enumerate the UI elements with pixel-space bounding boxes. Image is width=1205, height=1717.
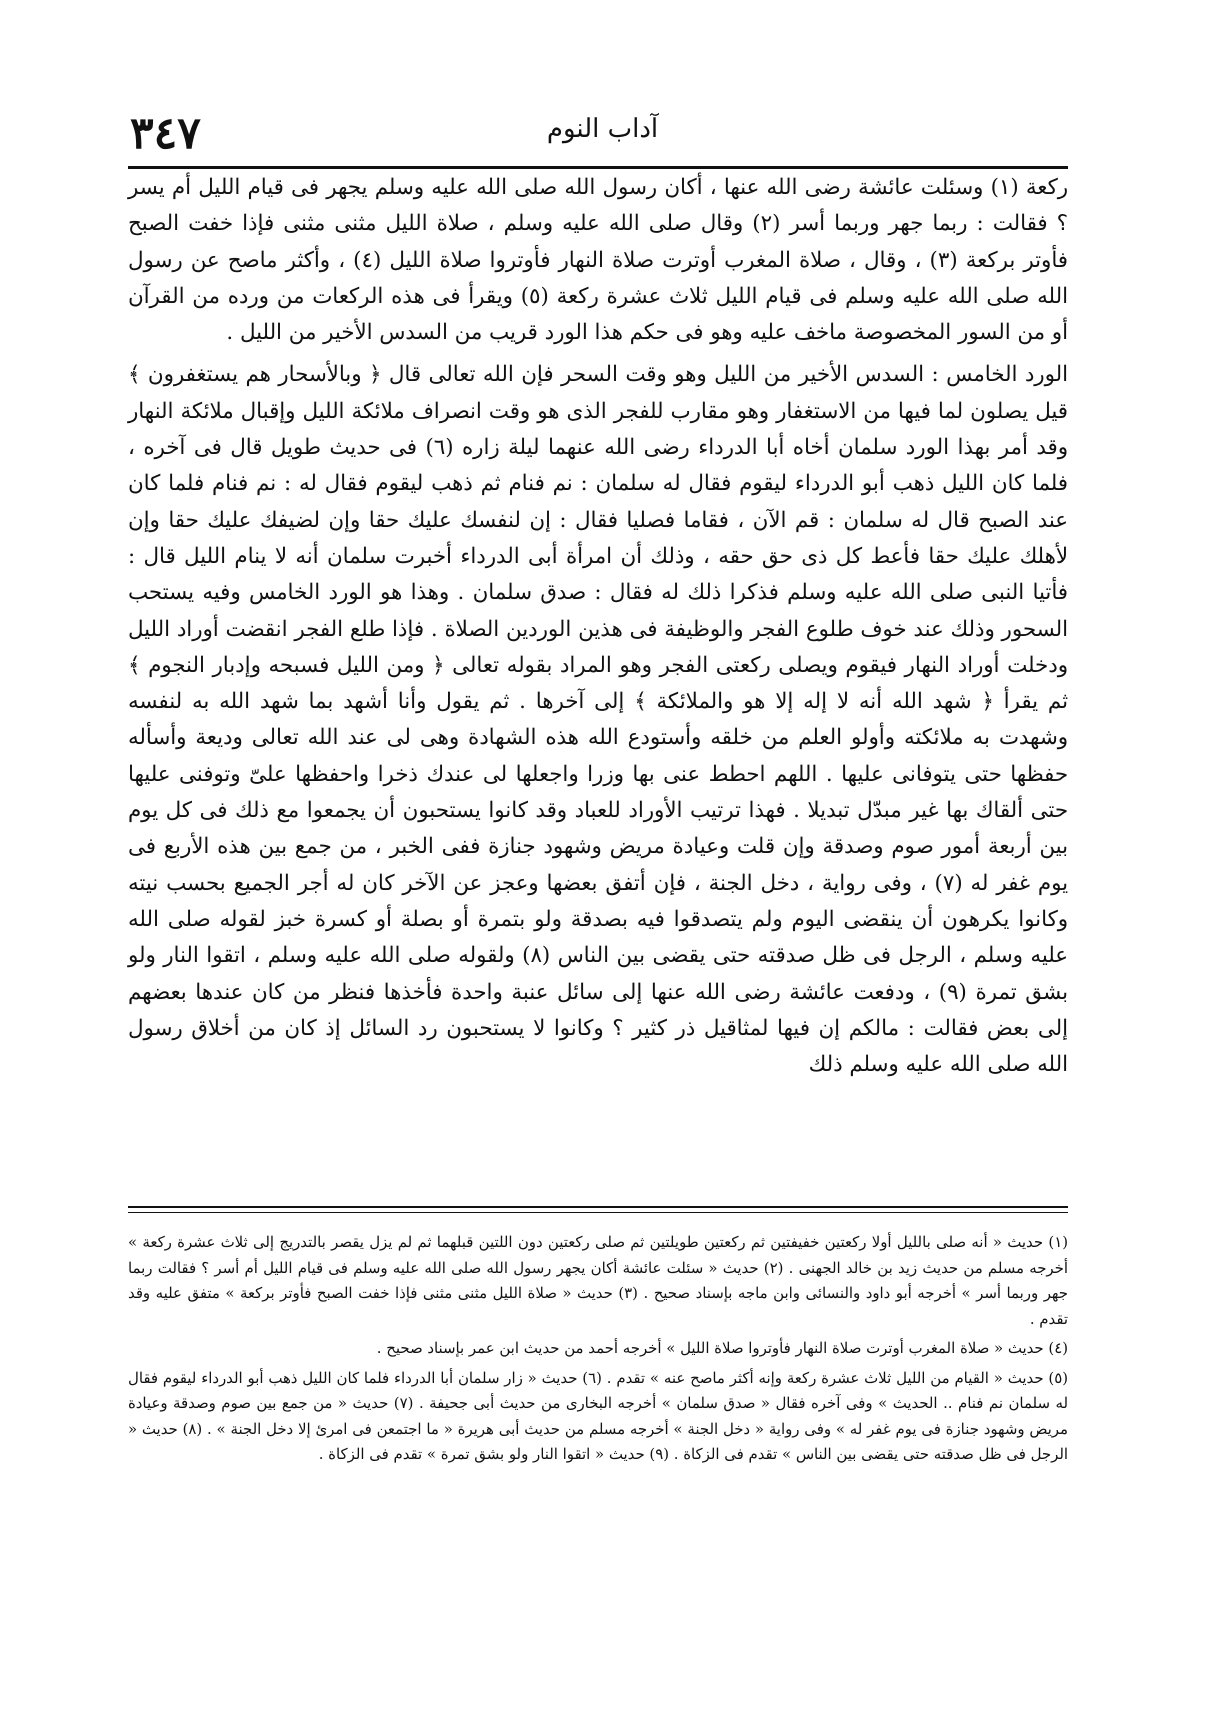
footnote-block: (٤) حديث « صلاة المغرب أوترت صلاة النهار فأوتروا صلاة الليل » أخرجه أحمد من حديث ابن عمر بإسناد صحيح .: [376, 1339, 1068, 1357]
body-paragraph: الورد الخامس : السدس الأخير من الليل وهو وقت السحر فإن الله تعالى قال ﴿ وبالأسحار هم يستغفرون ﴾ قيل يصلون لما فيها من الاستغفار وهو مقارب للفجر الذى هو وقت انصراف ملائكة الليل وإقبال ملائكة النهار وقد أمر بهذا الورد سلمان أخاه أبا الدرداء رضى الله عنهما ليلة زاره (٦) فى حديث طويل قال فى آخره ، فلما كان الليل ذهب أبو الدرداء ليقوم فقال له سلمان : نم فنام ثم ذهب ليقوم فقال له : نم فنام فلما كان عند الصبح قال له سلمان : قم الآن ، فقاما فصليا فقال : إن لنفسك عليك حقا وإن لضيفك عليك حقا وإن لأهلك عليك حقا فأعط كل ذى حق حقه ، وذلك أن امرأة أبى الدرداء أخبرت سلمان أنه لا ينام الليل قال : فأتيا النبى صلى الله عليه وسلم فذكرا ذلك له فقال : صدق سلمان . وهذا هو الورد الخامس وفيه يستحب السحور وذلك عند خوف طلوع الفجر والوظيفة فى هذين الوردين الصلاة . فإذا طلع الفجر انقضت أوراد الليل ودخلت أوراد النهار فيقوم ويصلى ركعتى الفجر وهو المراد بقوله تعالى ﴿ ومن الليل فسبحه وإدبار النجوم ﴾ ثم يقرأ ﴿ شهد الله أنه لا إله إلا هو والملائكة ﴾ إلى آخرها . ثم يقول وأنا أشهد بما شهد الله به لنفسه وشهدت به ملائكته وأولو العلم من خلقه وأستودع الله هذه الشهادة وهى لى عند الله تعالى وديعة وأسأله حفظها حتى يتوفانى عليها . اللهم احطط عنى بها وزرا واجعلها لى عندك ذخرا واحفظها علىّ وتوفنى عليها حتى ألقاك بها غير مبدّل تبديلا . فهذا ترتيب الأوراد للعباد وقد كانوا يستحبون أن يجمعوا مع ذلك فى كل يوم بين أربعة أمور صوم وصدقة وإن قلت وعيادة مريض وشهود جنازة ففى الخبر ، من جمع بين هذه الأربع فى يوم غفر له (٧) ، وفى رواية ، دخل الجنة ، فإن أتفق بعضها وعجز عن الآخر كان له أجر الجميع بحسب نيته وكانوا يكرهون أن ينقضى اليوم ولم يتصدقوا فيه بصدقة ولو بتمرة أو بصلة أو كسرة خبز لقوله صلى الله عليه وسلم ، الرجل فى ظل صدقته حتى يقضى بين الناس (٨) ولقوله صلى الله عليه وسلم ، اتقوا النار ولو بشق تمرة (٩) ، ودفعت عائشة رضى الله عنها إلى سائل عنبة واحدة فأخذها فنظر من كان عندها بعضهم إلى بعض فقالت : مالكم إن فيها لمثاقيل ذر كثير ؟ وكانوا لا يستحبون رد السائل إذ كان من أخلاق رسول الله صلى الله عليه وسلم ذلك: [128, 362, 1069, 1078]
header-rule: [128, 166, 1068, 169]
footnote-block: (٥) حديث « القيام من الليل ثلاث عشرة ركعة وإنه أكثر ماصح عنه » تقدم . (٦) حديث « زار سلمان أبا الدرداء فلما كان الليل ذهب أبو الدرداء ليقوم فقال له سلمان نم فنام .. الحديث » وفى آخره فقال « صدق سلمان » أخرجه البخارى من حديث أبى جحيفة . (٧) حديث « من جمع بين صوم وصدقة وعيادة مريض وشهود جنازة فى يوم غفر له » وفى رواية « دخل الجنة » أخرجه مسلم من حديث أبى هريرة « ما اجتمعن فى امرئ إلا دخل الجنة » . (٨) حديث « الرجل فى ظل صدقته حتى يقضى بين الناس » تقدم فى الزكاة . (٩) حديث « اتقوا النار ولو بشق تمرة » تقدم فى الزكاة .: [128, 1368, 1068, 1463]
page-number: ٣٤٧: [130, 108, 201, 159]
footnote-separator-thin: [128, 1212, 1068, 1213]
footnotes: [128, 1230, 1068, 1468]
body-paragraph: ركعة (١) وسئلت عائشة رضى الله عنها ، أكان رسول الله صلى الله عليه وسلم يجهر فى قيام الليل أم يسر ؟ فقالت : ربما جهر وربما أسر (٢) وقال صلى الله عليه وسلم ، صلاة الليل مثنى مثنى فإذا خفت الصبح فأوتر بركعة (٣) ، وقال ، صلاة المغرب أوترت صلاة النهار فأوتروا صلاة الليل (٤) ، وأكثر ماصح عن رسول الله صلى الله عليه وسلم فى قيام الليل ثلاث عشرة ركعة (٥) ويقرأ فى هذه الركعات من ورده من القرآن أو من السور المخصوصة ماخف عليه وهو فى حكم هذا الورد قريب من السدس الأخير من الليل .: [128, 175, 1068, 346]
footnote-block: (١) حديث « أنه صلى بالليل أولا ركعتين خفيفتين ثم ركعتين طويلتين ثم صلى ركعتين دون اللتين قبلهما ثم لم يزل يقصر بالتدريج إلى ثلاث عشرة ركعة » أخرجه مسلم من حديث زيد بن خالد الجهنى . (٢) حديث « سئلت عائشة أكان يجهر رسول الله صلى الله عليه وسلم فى قيام الليل أم أسر ؟ فقالت ربما جهر وربما أسر » أخرجه أبو داود والنسائى وابن ماجه بإسناد صحيح . (٣) حديث « صلاة الليل مثنى مثنى فإذا خفت الصبح فأوتر بركعة » متفق عليه وقد تقدم .: [128, 1233, 1068, 1328]
footnote-separator: [128, 1206, 1068, 1208]
running-title: آداب النوم: [546, 114, 659, 144]
main-text: [128, 170, 1068, 1083]
